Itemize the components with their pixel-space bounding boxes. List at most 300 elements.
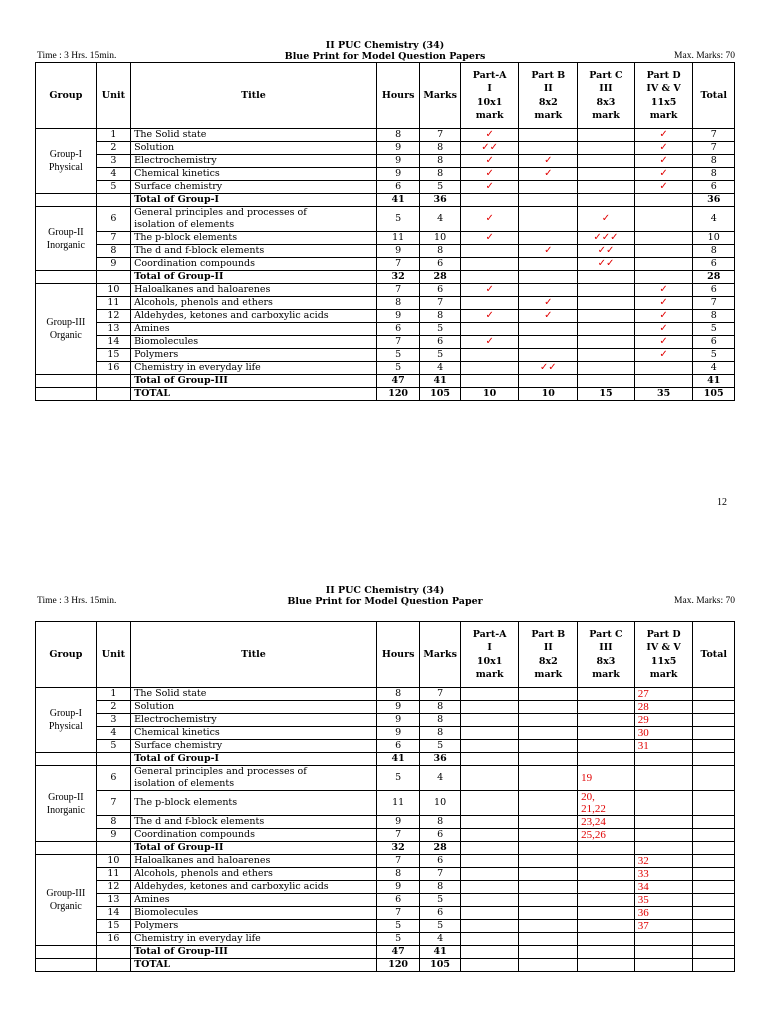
check-icon bbox=[460, 349, 519, 362]
unit-cell: 15 bbox=[96, 349, 130, 362]
hours-cell: 6 bbox=[376, 894, 419, 907]
hours-cell: 7 bbox=[376, 907, 419, 920]
grand-total-row bbox=[36, 388, 735, 401]
check-icon: ✓✓ bbox=[460, 142, 519, 155]
empty-cell bbox=[634, 946, 693, 959]
table-row bbox=[36, 297, 735, 310]
check-icon: ✓ bbox=[519, 310, 578, 323]
col-partd bbox=[634, 622, 693, 688]
table-row bbox=[36, 740, 735, 753]
question-number: 34 bbox=[634, 881, 693, 894]
empty-cell bbox=[693, 907, 735, 920]
empty-cell bbox=[693, 791, 735, 816]
check-icon: ✓ bbox=[460, 284, 519, 297]
h: Part-A bbox=[472, 628, 507, 640]
group-cell bbox=[36, 207, 97, 271]
check-icon bbox=[578, 284, 635, 297]
h: mark bbox=[649, 669, 678, 680]
empty-cell bbox=[693, 842, 735, 855]
marks-cell: 6 bbox=[420, 907, 460, 920]
title-cell: Solution bbox=[131, 142, 377, 155]
check-icon: ✓ bbox=[460, 336, 519, 349]
unit-cell: 11 bbox=[96, 868, 130, 881]
col-parta bbox=[460, 63, 519, 129]
total-cell: 5 bbox=[693, 349, 735, 362]
table-row bbox=[36, 155, 735, 168]
empty-cell bbox=[519, 753, 578, 766]
check-icon bbox=[519, 181, 578, 194]
empty-cell bbox=[693, 855, 735, 868]
hours-cell: 47 bbox=[376, 375, 419, 388]
check-icon: ✓ bbox=[634, 168, 693, 181]
empty-cell bbox=[693, 868, 735, 881]
check-icon: ✓ bbox=[634, 297, 693, 310]
title-cell: Amines bbox=[131, 323, 377, 336]
check-icon: ✓ bbox=[578, 207, 635, 232]
empty-cell bbox=[460, 894, 519, 907]
title-cell: Chemistry in everyday life bbox=[131, 933, 377, 946]
header-row bbox=[36, 63, 735, 129]
unit-cell: 15 bbox=[96, 920, 130, 933]
t: General principles and processes of bbox=[134, 766, 307, 777]
col-total: Total bbox=[693, 622, 735, 688]
unit-cell: 6 bbox=[96, 207, 130, 232]
unit-cell: 1 bbox=[96, 688, 130, 701]
h: III bbox=[599, 83, 613, 94]
marks-cell: 5 bbox=[420, 323, 460, 336]
g: Group-I bbox=[49, 149, 82, 160]
total-label: TOTAL bbox=[131, 959, 377, 972]
g: Group-III bbox=[46, 888, 86, 899]
table-row bbox=[36, 816, 735, 829]
question-number: 25,26 bbox=[578, 829, 635, 842]
marks-cell: 28 bbox=[420, 842, 460, 855]
marks-cell: 6 bbox=[420, 829, 460, 842]
title-cell: The p-block elements bbox=[131, 791, 377, 816]
hours-cell: 9 bbox=[376, 168, 419, 181]
marks-cell: 6 bbox=[420, 336, 460, 349]
empty-cell bbox=[519, 688, 578, 701]
col-partb bbox=[519, 63, 578, 129]
total-cell: 7 bbox=[693, 129, 735, 142]
question-number bbox=[634, 766, 693, 791]
g: Group-II bbox=[48, 226, 84, 238]
col-group: Group bbox=[36, 622, 97, 688]
empty-cell bbox=[693, 933, 735, 946]
check-icon bbox=[578, 168, 635, 181]
empty-cell bbox=[519, 375, 578, 388]
check-icon bbox=[519, 258, 578, 271]
h: I bbox=[487, 83, 492, 94]
group-cell bbox=[36, 766, 97, 842]
col-unit: Unit bbox=[96, 63, 130, 129]
table-row bbox=[36, 920, 735, 933]
empty-cell bbox=[36, 271, 97, 284]
table2-title bbox=[35, 585, 735, 607]
unit-cell: 5 bbox=[96, 740, 130, 753]
parta-total: 10 bbox=[460, 388, 519, 401]
h: 8x3 bbox=[596, 96, 616, 108]
question-number bbox=[578, 688, 635, 701]
question-number bbox=[634, 791, 693, 816]
hours-cell: 8 bbox=[376, 129, 419, 142]
check-icon bbox=[634, 232, 693, 245]
hours-cell: 6 bbox=[376, 323, 419, 336]
col-marks: Marks bbox=[420, 622, 460, 688]
empty-cell bbox=[693, 727, 735, 740]
marks-cell: 7 bbox=[420, 297, 460, 310]
empty-cell bbox=[693, 766, 735, 791]
empty-cell bbox=[578, 194, 635, 207]
marks-cell: 8 bbox=[420, 701, 460, 714]
check-icon: ✓ bbox=[460, 232, 519, 245]
empty-cell bbox=[519, 791, 578, 816]
total-cell: 5 bbox=[693, 323, 735, 336]
col-parta bbox=[460, 622, 519, 688]
total-cell: 8 bbox=[693, 155, 735, 168]
empty-cell bbox=[519, 868, 578, 881]
g: Group-II bbox=[48, 791, 84, 803]
check-icon bbox=[578, 310, 635, 323]
unit-cell: 14 bbox=[96, 336, 130, 349]
table-row bbox=[36, 349, 735, 362]
empty-cell bbox=[36, 753, 97, 766]
hours-cell: 9 bbox=[376, 714, 419, 727]
t: isolation of elements bbox=[134, 778, 235, 789]
h: III bbox=[599, 642, 613, 653]
question-number bbox=[634, 816, 693, 829]
unit-cell: 3 bbox=[96, 714, 130, 727]
marks-cell: 41 bbox=[420, 375, 460, 388]
question-number bbox=[578, 920, 635, 933]
empty-cell bbox=[519, 701, 578, 714]
empty-cell bbox=[36, 375, 97, 388]
empty-cell bbox=[460, 907, 519, 920]
hours-cell: 11 bbox=[376, 791, 419, 816]
empty-cell bbox=[519, 920, 578, 933]
h: Part D bbox=[646, 69, 681, 81]
empty-cell bbox=[460, 946, 519, 959]
title-cell: Coordination compounds bbox=[131, 258, 377, 271]
empty-cell bbox=[460, 701, 519, 714]
hours-cell: 5 bbox=[376, 362, 419, 375]
marks-cell: 6 bbox=[420, 258, 460, 271]
title-cell: Surface chemistry bbox=[131, 740, 377, 753]
marks-cell: 5 bbox=[420, 920, 460, 933]
unit-cell: 2 bbox=[96, 142, 130, 155]
title-cell: Polymers bbox=[131, 349, 377, 362]
table1-title bbox=[35, 40, 735, 62]
h: 10x1 bbox=[476, 96, 503, 108]
empty-cell bbox=[519, 714, 578, 727]
empty-cell bbox=[519, 907, 578, 920]
check-icon: ✓✓ bbox=[578, 245, 635, 258]
check-icon: ✓ bbox=[634, 323, 693, 336]
total-label: TOTAL bbox=[131, 388, 377, 401]
table-row bbox=[36, 258, 735, 271]
col-unit: Unit bbox=[96, 622, 130, 688]
total-label: Total of Group-II bbox=[131, 271, 377, 284]
total-cell: 36 bbox=[693, 194, 735, 207]
title-cell: Haloalkanes and haloarenes bbox=[131, 284, 377, 297]
marks-cell: 5 bbox=[420, 894, 460, 907]
empty-cell bbox=[460, 920, 519, 933]
check-icon bbox=[578, 297, 635, 310]
marks-cell: 5 bbox=[420, 740, 460, 753]
table-row bbox=[36, 766, 735, 791]
hours-cell: 8 bbox=[376, 688, 419, 701]
unit-cell: 9 bbox=[96, 829, 130, 842]
title-line1: II PUC Chemistry (34) bbox=[325, 40, 445, 51]
h: IV & V bbox=[646, 642, 681, 653]
group-cell bbox=[36, 129, 97, 194]
title-cell: The d and f-block elements bbox=[131, 816, 377, 829]
empty-cell bbox=[460, 816, 519, 829]
empty-cell bbox=[460, 688, 519, 701]
unit-cell: 6 bbox=[96, 766, 130, 791]
question-number bbox=[578, 855, 635, 868]
check-icon bbox=[578, 362, 635, 375]
check-icon: ✓ bbox=[634, 349, 693, 362]
unit-cell: 2 bbox=[96, 701, 130, 714]
table-row bbox=[36, 907, 735, 920]
question-number bbox=[578, 740, 635, 753]
col-marks: Marks bbox=[420, 63, 460, 129]
empty-cell bbox=[36, 842, 97, 855]
unit-cell: 4 bbox=[96, 727, 130, 740]
table-row bbox=[36, 714, 735, 727]
hours-cell: 11 bbox=[376, 232, 419, 245]
table-row bbox=[36, 362, 735, 375]
check-icon bbox=[519, 349, 578, 362]
check-icon: ✓ bbox=[519, 168, 578, 181]
total-label: Total of Group-I bbox=[131, 194, 377, 207]
question-number: 28 bbox=[634, 701, 693, 714]
marks-cell: 7 bbox=[420, 868, 460, 881]
check-icon bbox=[460, 258, 519, 271]
question-number: 33 bbox=[634, 868, 693, 881]
check-icon: ✓✓ bbox=[578, 258, 635, 271]
check-icon bbox=[578, 129, 635, 142]
question-number: 23,24 bbox=[578, 816, 635, 829]
title-cell: Biomolecules bbox=[131, 336, 377, 349]
empty-cell bbox=[460, 791, 519, 816]
total-cell: 7 bbox=[693, 297, 735, 310]
empty-cell bbox=[693, 829, 735, 842]
h: Part D bbox=[646, 628, 681, 640]
hours-cell: 7 bbox=[376, 829, 419, 842]
title-line1: II PUC Chemistry (34) bbox=[325, 585, 445, 596]
t: isolation of elements bbox=[134, 219, 235, 230]
marks-cell: 5 bbox=[420, 349, 460, 362]
title-cell: Alcohols, phenols and ethers bbox=[131, 868, 377, 881]
hours-cell: 5 bbox=[376, 766, 419, 791]
title-cell bbox=[131, 207, 377, 232]
marks-cell: 36 bbox=[420, 194, 460, 207]
empty-cell bbox=[36, 194, 97, 207]
check-icon bbox=[519, 207, 578, 232]
table-row bbox=[36, 868, 735, 881]
check-icon bbox=[519, 232, 578, 245]
total-cell: 8 bbox=[693, 245, 735, 258]
empty-cell bbox=[460, 375, 519, 388]
empty-cell bbox=[96, 946, 130, 959]
h: mark bbox=[534, 669, 563, 680]
blueprint-table-2 bbox=[35, 621, 735, 972]
empty-cell bbox=[634, 753, 693, 766]
total-label: Total of Group-I bbox=[131, 753, 377, 766]
question-number bbox=[578, 907, 635, 920]
empty-cell bbox=[693, 946, 735, 959]
total-cell: 4 bbox=[693, 207, 735, 232]
empty-cell bbox=[693, 881, 735, 894]
question-number: 37 bbox=[634, 920, 693, 933]
title-cell: The d and f-block elements bbox=[131, 245, 377, 258]
empty-cell bbox=[36, 946, 97, 959]
col-partd bbox=[634, 63, 693, 129]
table-row bbox=[36, 207, 735, 232]
check-icon bbox=[519, 336, 578, 349]
group-total-row bbox=[36, 753, 735, 766]
g: Organic bbox=[49, 901, 82, 912]
unit-cell: 13 bbox=[96, 894, 130, 907]
hours-cell: 9 bbox=[376, 881, 419, 894]
total-cell: 105 bbox=[693, 388, 735, 401]
unit-cell: 1 bbox=[96, 129, 130, 142]
empty-cell bbox=[36, 388, 97, 401]
marks-cell: 4 bbox=[420, 362, 460, 375]
check-icon bbox=[634, 362, 693, 375]
col-title: Title bbox=[131, 63, 377, 129]
check-icon bbox=[578, 349, 635, 362]
total-label: Total of Group-II bbox=[131, 842, 377, 855]
marks-cell: 4 bbox=[420, 766, 460, 791]
hours-cell: 41 bbox=[376, 194, 419, 207]
unit-cell: 10 bbox=[96, 284, 130, 297]
table-row bbox=[36, 168, 735, 181]
empty-cell bbox=[460, 271, 519, 284]
marks-cell: 36 bbox=[420, 753, 460, 766]
marks-cell: 8 bbox=[420, 155, 460, 168]
marks-cell: 105 bbox=[420, 959, 460, 972]
hours-cell: 120 bbox=[376, 388, 419, 401]
check-icon: ✓ bbox=[519, 297, 578, 310]
empty-cell bbox=[460, 933, 519, 946]
marks-cell: 10 bbox=[420, 791, 460, 816]
title-line2: Blue Print for Model Question Paper bbox=[287, 596, 483, 607]
h: 8x3 bbox=[596, 655, 616, 667]
empty-cell bbox=[460, 868, 519, 881]
group-total-row bbox=[36, 946, 735, 959]
unit-cell: 16 bbox=[96, 362, 130, 375]
check-icon bbox=[460, 323, 519, 336]
col-group: Group bbox=[36, 63, 97, 129]
title-cell: Haloalkanes and haloarenes bbox=[131, 855, 377, 868]
h: mark bbox=[475, 110, 504, 121]
empty-cell bbox=[96, 753, 130, 766]
col-hours: Hours bbox=[376, 63, 419, 129]
check-icon bbox=[634, 245, 693, 258]
partb-total: 10 bbox=[519, 388, 578, 401]
check-icon bbox=[634, 207, 693, 232]
check-icon bbox=[460, 362, 519, 375]
unit-cell: 5 bbox=[96, 181, 130, 194]
empty-cell bbox=[634, 271, 693, 284]
page-number: 12 bbox=[717, 497, 727, 508]
hours-cell: 9 bbox=[376, 310, 419, 323]
table-row bbox=[36, 894, 735, 907]
h: IV & V bbox=[646, 83, 681, 94]
check-icon: ✓ bbox=[634, 284, 693, 297]
question-number: 29 bbox=[634, 714, 693, 727]
hours-cell: 7 bbox=[376, 258, 419, 271]
header-row bbox=[36, 622, 735, 688]
hours-cell: 5 bbox=[376, 920, 419, 933]
marks-cell: 8 bbox=[420, 245, 460, 258]
marks-cell: 6 bbox=[420, 855, 460, 868]
title-cell bbox=[131, 766, 377, 791]
title-cell: Chemistry in everyday life bbox=[131, 362, 377, 375]
h: I bbox=[487, 642, 492, 653]
marks-cell: 7 bbox=[420, 129, 460, 142]
group-total-row bbox=[36, 194, 735, 207]
question-number bbox=[578, 894, 635, 907]
question-number bbox=[578, 714, 635, 727]
table-row bbox=[36, 881, 735, 894]
h: mark bbox=[475, 669, 504, 680]
question-number bbox=[578, 881, 635, 894]
marks-cell: 105 bbox=[420, 388, 460, 401]
check-icon bbox=[578, 336, 635, 349]
question-number: 32 bbox=[634, 855, 693, 868]
group-cell bbox=[36, 855, 97, 946]
marks-cell: 10 bbox=[420, 232, 460, 245]
total-cell: 7 bbox=[693, 142, 735, 155]
empty-cell bbox=[578, 753, 635, 766]
table-row bbox=[36, 336, 735, 349]
empty-cell bbox=[693, 816, 735, 829]
h: II bbox=[543, 83, 553, 94]
empty-cell bbox=[634, 959, 693, 972]
h: Part C bbox=[589, 69, 623, 81]
marks-cell: 6 bbox=[420, 284, 460, 297]
total-cell: 8 bbox=[693, 310, 735, 323]
question-number bbox=[578, 868, 635, 881]
h: mark bbox=[592, 669, 620, 680]
title-line2: Blue Print for Model Question Papers bbox=[284, 51, 486, 62]
hours-cell: 9 bbox=[376, 155, 419, 168]
empty-cell bbox=[460, 194, 519, 207]
check-icon: ✓ bbox=[634, 181, 693, 194]
unit-cell: 11 bbox=[96, 297, 130, 310]
hours-cell: 8 bbox=[376, 297, 419, 310]
h: mark bbox=[592, 110, 620, 121]
check-icon bbox=[519, 323, 578, 336]
title-cell: Aldehydes, ketones and carboxylic acids bbox=[131, 881, 377, 894]
question-number: 19 bbox=[578, 766, 635, 791]
unit-cell: 7 bbox=[96, 791, 130, 816]
h: mark bbox=[534, 110, 563, 121]
empty-cell bbox=[578, 375, 635, 388]
question-number bbox=[634, 829, 693, 842]
title-cell: Amines bbox=[131, 894, 377, 907]
empty-cell bbox=[578, 946, 635, 959]
marks-cell: 8 bbox=[420, 816, 460, 829]
unit-cell: 7 bbox=[96, 232, 130, 245]
group-cell bbox=[36, 688, 97, 753]
g: Group-III bbox=[46, 317, 86, 328]
g: Physical bbox=[48, 721, 83, 732]
